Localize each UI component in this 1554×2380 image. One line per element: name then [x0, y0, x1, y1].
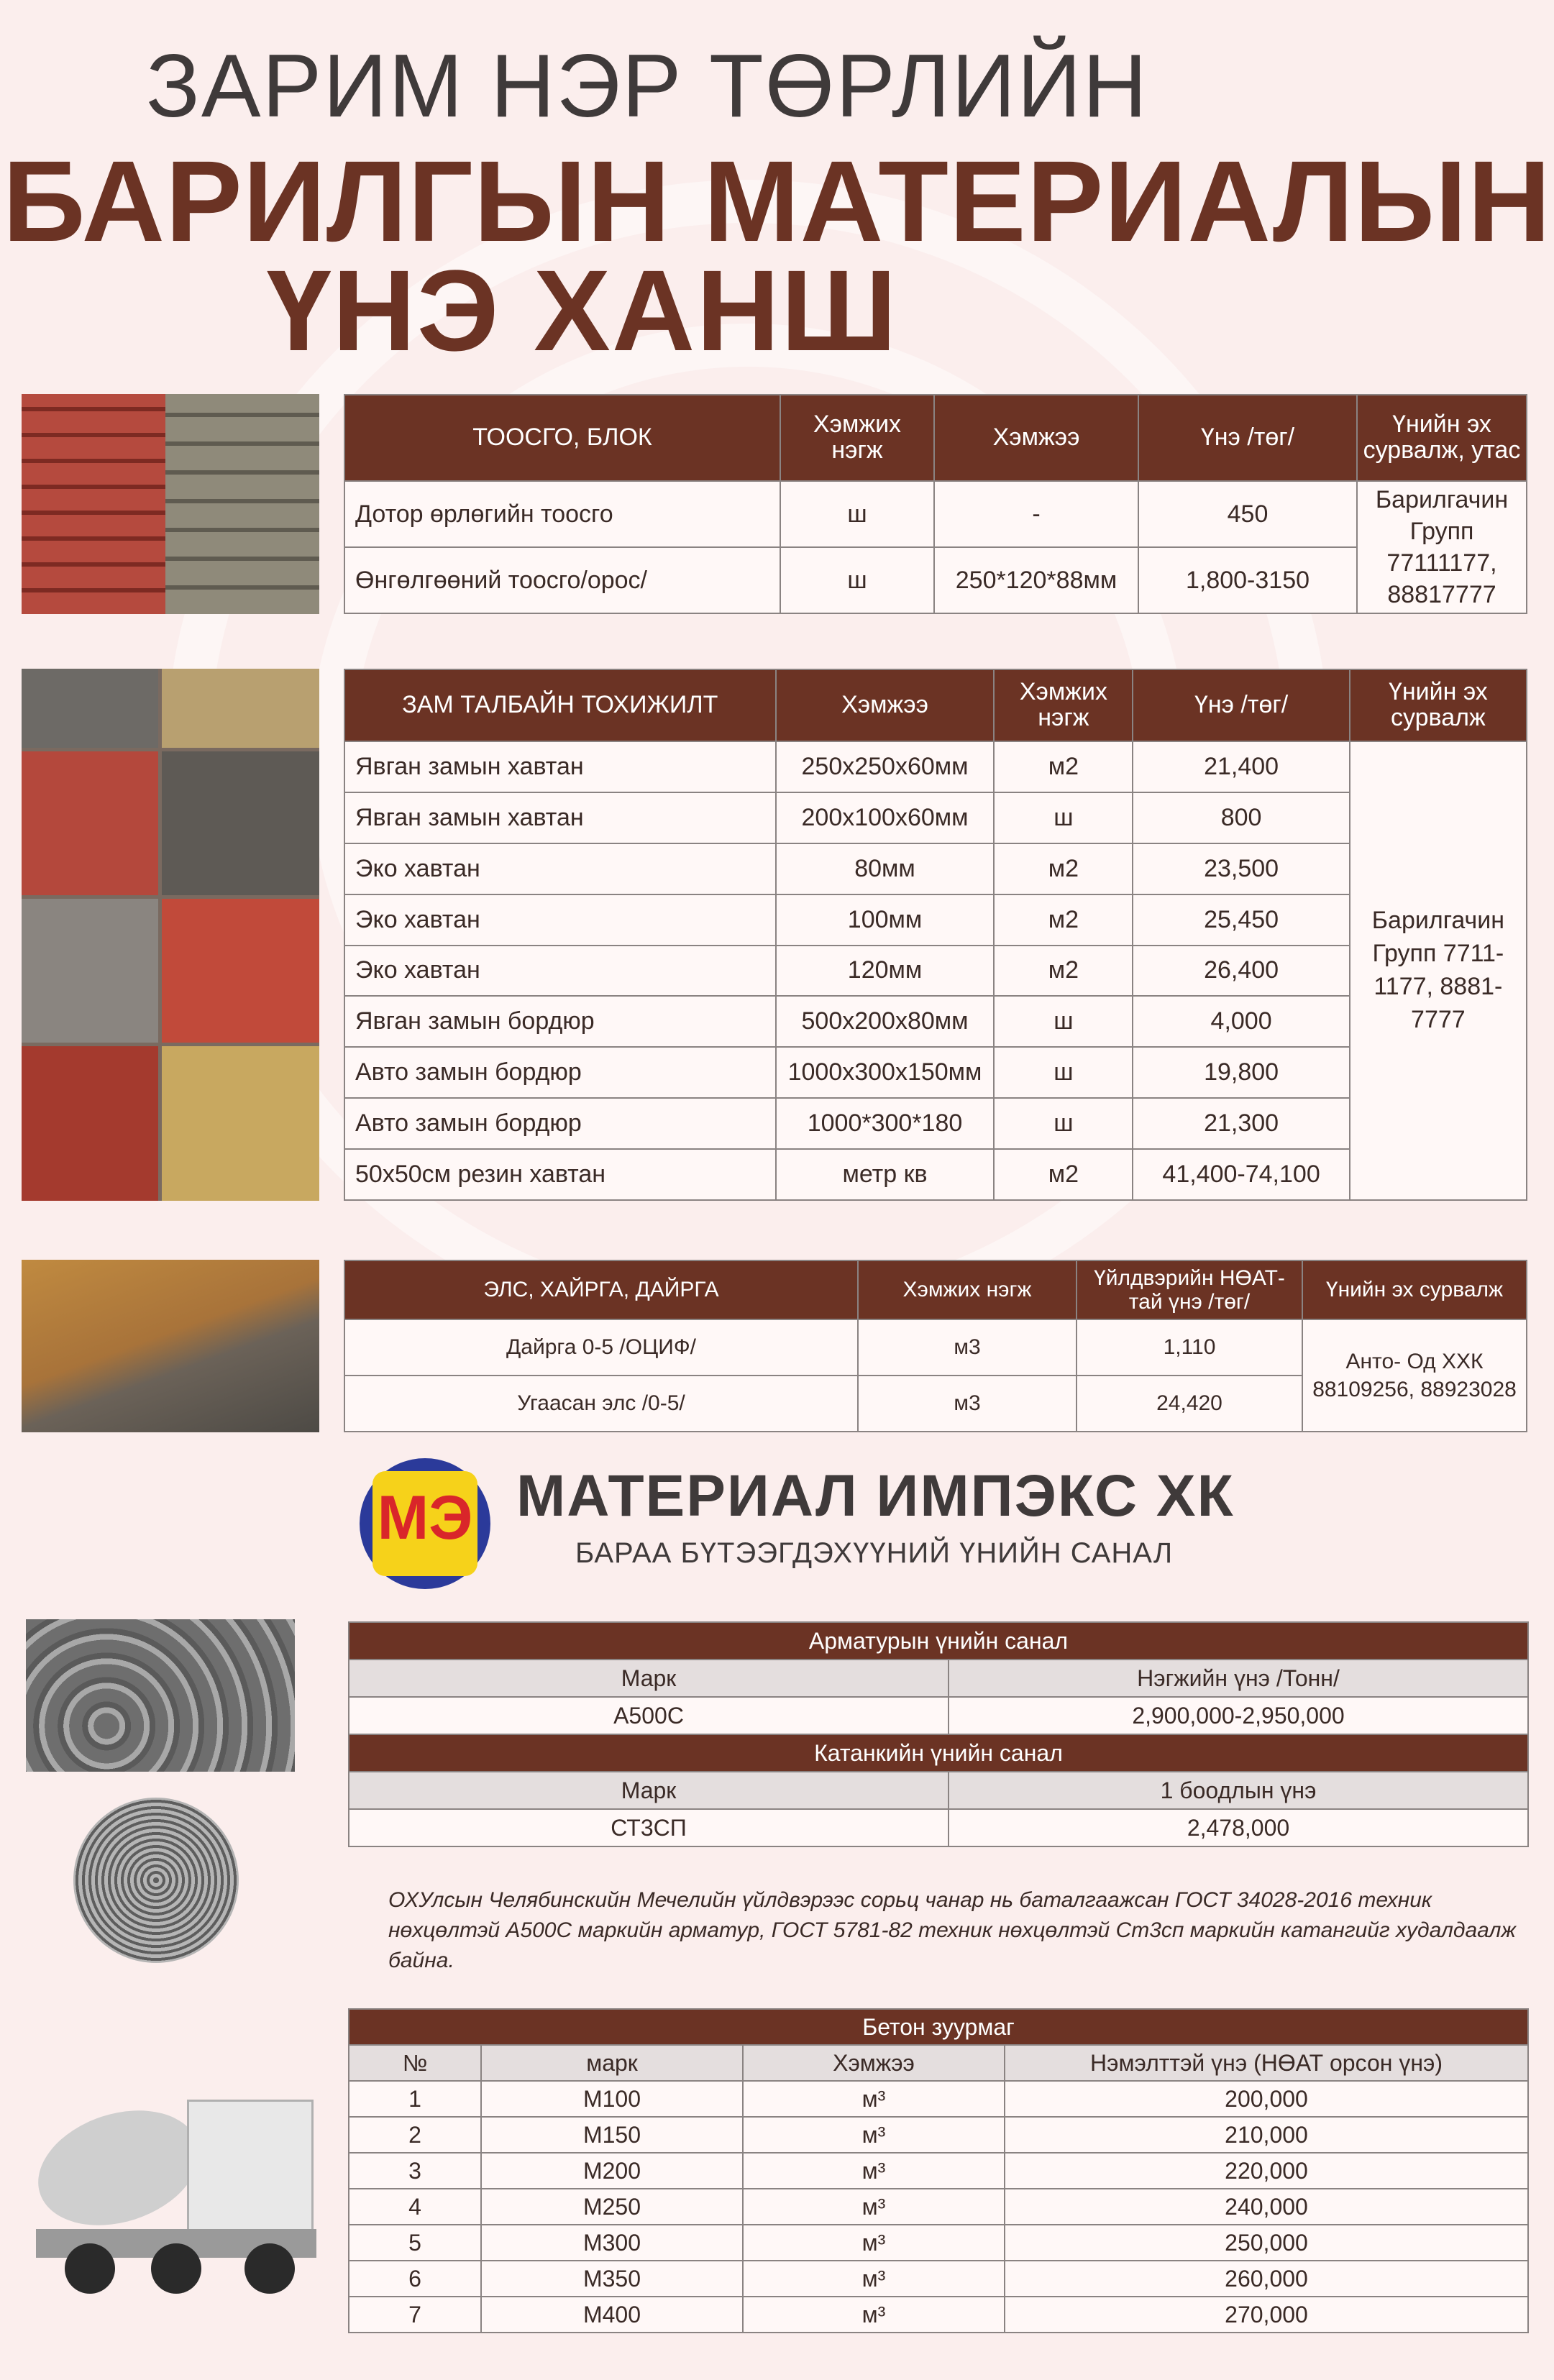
- source-cell: Барилгачин Групп 77111177, 88817777: [1357, 481, 1527, 613]
- column-header: марк: [481, 2045, 743, 2081]
- table-cell: 2,478,000: [949, 1809, 1528, 1846]
- table-cell: м³: [743, 2189, 1005, 2225]
- table-cell: 21,400: [1133, 741, 1349, 792]
- column-header: Хэмжих нэгж: [780, 395, 934, 481]
- company-logo-text: МЭ: [377, 1483, 473, 1552]
- company-logo: [360, 1458, 490, 1589]
- table-cell: 120мм: [776, 946, 995, 997]
- page-title-line1: ЗАРИМ НЭР ТӨРЛИЙН: [145, 37, 1149, 136]
- table-cell: Авто замын бордюр: [344, 1047, 776, 1098]
- column-header: Марк: [349, 1772, 949, 1809]
- table-cell: 260,000: [1005, 2261, 1528, 2297]
- table-cell: ш: [780, 547, 934, 613]
- column-header: ЗАМ ТАЛБАЙН ТОХИЖИЛТ: [344, 669, 776, 741]
- column-header: Үнийн эх сурвалж: [1350, 669, 1527, 741]
- column-header: Хэмжих нэгж: [994, 669, 1133, 741]
- table-cell: 270,000: [1005, 2297, 1528, 2333]
- table-cell: -: [934, 481, 1138, 547]
- table-cell: М200: [481, 2153, 743, 2189]
- column-header: Үнийн эх сурвалж, утас: [1357, 395, 1527, 481]
- table-cell: 1,110: [1077, 1319, 1302, 1376]
- table-cell: 200x100x60мм: [776, 792, 995, 843]
- table-cell: 1: [349, 2081, 481, 2117]
- table-cell: ш: [994, 1098, 1133, 1149]
- table-cell: Дотор өрлөгийн тоосго: [344, 481, 780, 547]
- column-header: Хэмжих нэгж: [858, 1260, 1077, 1319]
- table-cell: м³: [743, 2297, 1005, 2333]
- page-title-line3: ҮНЭ ХАНШ: [267, 246, 898, 375]
- table-cell: 2: [349, 2117, 481, 2153]
- column-header: Хэмжээ: [776, 669, 995, 741]
- table-cell: Угаасан элс /0-5/: [344, 1376, 858, 1432]
- table-cell: 250x250x60мм: [776, 741, 995, 792]
- table-cell: 220,000: [1005, 2153, 1528, 2189]
- sand-gravel-photo: [22, 1260, 319, 1432]
- column-header: 1 боодлын үнэ: [949, 1772, 1528, 1809]
- table-cell: СТ3СП: [349, 1809, 949, 1846]
- table-cell: Дайрга 0-5 /ОЦИФ/: [344, 1319, 858, 1376]
- table-cell: 100мм: [776, 894, 995, 946]
- product-note: ОХУлсын Челябинскийн Мечелийн үйлдвэрээс сорьц чанар нь баталгаажсан ГОСТ 34028-2016 техник нөхцөлтэй А500С маркийн арматур, ГОСТ 5781-82 техник нөхцөлтэй Ст3сп маркийн катангийг худалдаалж байна.: [388, 1888, 1517, 1972]
- table-cell: Явган замын бордюр: [344, 996, 776, 1047]
- table-cell: 250*120*88мм: [934, 547, 1138, 613]
- source-cell: Барилгачин Групп 7711-1177, 8881-7777: [1350, 741, 1527, 1200]
- table-cell: ш: [994, 996, 1133, 1047]
- table-cell: м2: [994, 946, 1133, 997]
- table-cell: м³: [743, 2261, 1005, 2297]
- column-header: Үйлдвэрийн НӨАТ-тай үнэ /төг/: [1077, 1260, 1302, 1319]
- table-cell: М400: [481, 2297, 743, 2333]
- concrete-price-table: [348, 2008, 1529, 2333]
- table-cell: 200,000: [1005, 2081, 1528, 2117]
- table-cell: М300: [481, 2225, 743, 2261]
- column-header: Марк: [349, 1660, 949, 1697]
- table-cell: 4,000: [1133, 996, 1349, 1047]
- table-cell: 41,400-74,100: [1133, 1149, 1349, 1200]
- source-phones: 88109256, 88923028: [1312, 1378, 1517, 1401]
- table-cell: ш: [780, 481, 934, 547]
- table-cell: 1000x300x150мм: [776, 1047, 995, 1098]
- table-cell: М350: [481, 2261, 743, 2297]
- column-header: Хэмжээ: [934, 395, 1138, 481]
- table-cell: Явган замын хавтан: [344, 792, 776, 843]
- column-header: Хэмжээ: [743, 2045, 1005, 2081]
- table-cell: 24,420: [1077, 1376, 1302, 1432]
- table-cell: 3: [349, 2153, 481, 2189]
- table-cell: м2: [994, 741, 1133, 792]
- rebar-wire-price-table: [348, 1621, 1529, 1847]
- table-cell: 1000*300*180: [776, 1098, 995, 1149]
- table-cell: А500С: [349, 1697, 949, 1734]
- page-title-line2: БАРИЛГЫН МАТЕРИАЛЫН: [2, 137, 1552, 265]
- source-cell: [1302, 1319, 1527, 1432]
- table-cell: 4: [349, 2189, 481, 2225]
- table-cell: Өнгөлгөөний тоосго/орос/: [344, 547, 780, 613]
- table-cell: 450: [1138, 481, 1357, 547]
- table-cell: М150: [481, 2117, 743, 2153]
- bricks-price-table: [344, 394, 1527, 614]
- sand-gravel-price-table: [344, 1260, 1527, 1432]
- column-header: ТООСГО, БЛОК: [344, 395, 780, 481]
- company-name: МАТЕРИАЛ ИМПЭКС ХК: [516, 1463, 1235, 1529]
- table-cell: 800: [1133, 792, 1349, 843]
- table-cell: 23,500: [1133, 843, 1349, 894]
- table-cell: Авто замын бордюр: [344, 1098, 776, 1149]
- table-cell: м3: [858, 1376, 1077, 1432]
- table-cell: 5: [349, 2225, 481, 2261]
- concrete-caption: Бетон зуурмаг: [349, 2009, 1528, 2045]
- table-cell: м³: [743, 2225, 1005, 2261]
- table-cell: 500x200x80мм: [776, 996, 995, 1047]
- table-cell: ш: [994, 1047, 1133, 1098]
- source-company: Анто- Од ХХК: [1345, 1350, 1484, 1373]
- table-cell: м3: [858, 1319, 1077, 1376]
- table-cell: Эко хавтан: [344, 843, 776, 894]
- table-cell: 240,000: [1005, 2189, 1528, 2225]
- table-cell: м³: [743, 2117, 1005, 2153]
- table-cell: м³: [743, 2153, 1005, 2189]
- wire-caption: Катанкийн үнийн санал: [349, 1734, 1528, 1772]
- table-cell: м2: [994, 843, 1133, 894]
- table-cell: М100: [481, 2081, 743, 2117]
- table-cell: Эко хавтан: [344, 946, 776, 997]
- table-cell: метр кв: [776, 1149, 995, 1200]
- column-header: Үнийн эх сурвалж: [1302, 1260, 1527, 1319]
- table-cell: ш: [994, 792, 1133, 843]
- table-cell: 21,300: [1133, 1098, 1349, 1149]
- table-cell: 50x50см резин хавтан: [344, 1149, 776, 1200]
- table-cell: 210,000: [1005, 2117, 1528, 2153]
- column-header: ЭЛС, ХАЙРГА, ДАЙРГА: [344, 1260, 858, 1319]
- table-cell: 6: [349, 2261, 481, 2297]
- table-cell: 19,800: [1133, 1047, 1349, 1098]
- wire-coil-photo: [73, 1798, 239, 1963]
- table-cell: 2,900,000-2,950,000: [949, 1697, 1528, 1734]
- column-header: Нэмэлттэй үнэ (НӨАТ орсон үнэ): [1005, 2045, 1528, 2081]
- table-cell: Эко хавтан: [344, 894, 776, 946]
- rebar-photo: [26, 1619, 295, 1772]
- table-cell: 7: [349, 2297, 481, 2333]
- table-cell: М250: [481, 2189, 743, 2225]
- column-header: Үнэ /төг/: [1133, 669, 1349, 741]
- column-header: Нэгжийн үнэ /Тонн/: [949, 1660, 1528, 1697]
- company-subtitle: БАРАА БҮТЭЭГДЭХҮҮНИЙ ҮНИЙН САНАЛ: [575, 1537, 1174, 1569]
- concrete-mixer-photo: [22, 2071, 331, 2330]
- column-header: Үнэ /төг/: [1138, 395, 1357, 481]
- table-cell: 26,400: [1133, 946, 1349, 997]
- table-cell: м³: [743, 2081, 1005, 2117]
- table-cell: Явган замын хавтан: [344, 741, 776, 792]
- table-cell: м2: [994, 894, 1133, 946]
- rebar-caption: Арматурын үнийн санал: [349, 1622, 1528, 1660]
- paving-price-table: [344, 669, 1527, 1201]
- table-cell: 250,000: [1005, 2225, 1528, 2261]
- table-cell: 80мм: [776, 843, 995, 894]
- table-cell: м2: [994, 1149, 1133, 1200]
- table-cell: 25,450: [1133, 894, 1349, 946]
- paving-tiles-photo: [22, 669, 319, 1201]
- brick-photo: [22, 394, 319, 614]
- table-cell: 1,800-3150: [1138, 547, 1357, 613]
- column-header: №: [349, 2045, 481, 2081]
